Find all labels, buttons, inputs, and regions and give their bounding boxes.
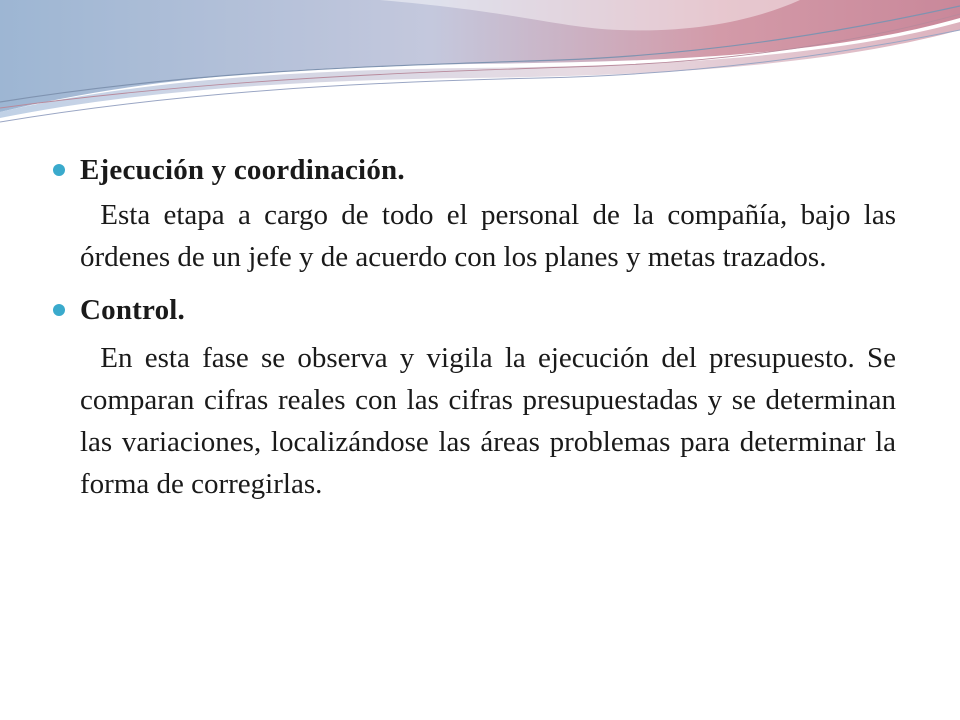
section-body: Esta etapa a cargo de todo el personal de la compañía, bajo las órdenes de un jefe y de acuerdo con los planes y metas trazados. — [80, 199, 896, 273]
slide-content — [53, 148, 896, 505]
circle-bullet-icon — [53, 304, 65, 316]
section-heading-row — [53, 288, 896, 332]
circle-bullet-icon — [53, 164, 65, 176]
section-heading: Ejecución y coordinación. — [80, 153, 405, 186]
section-heading-row — [53, 148, 896, 192]
header-wave-decoration — [0, 0, 960, 130]
section-body: En esta fase se observa y vigila la ejecución del presupuesto. Se comparan cifras reales con las cifras presupuestadas y se determinan las variaciones, localizándose las áreas problemas para determinar la forma de corregirlas. — [80, 342, 896, 500]
section-heading: Control. — [80, 293, 185, 326]
